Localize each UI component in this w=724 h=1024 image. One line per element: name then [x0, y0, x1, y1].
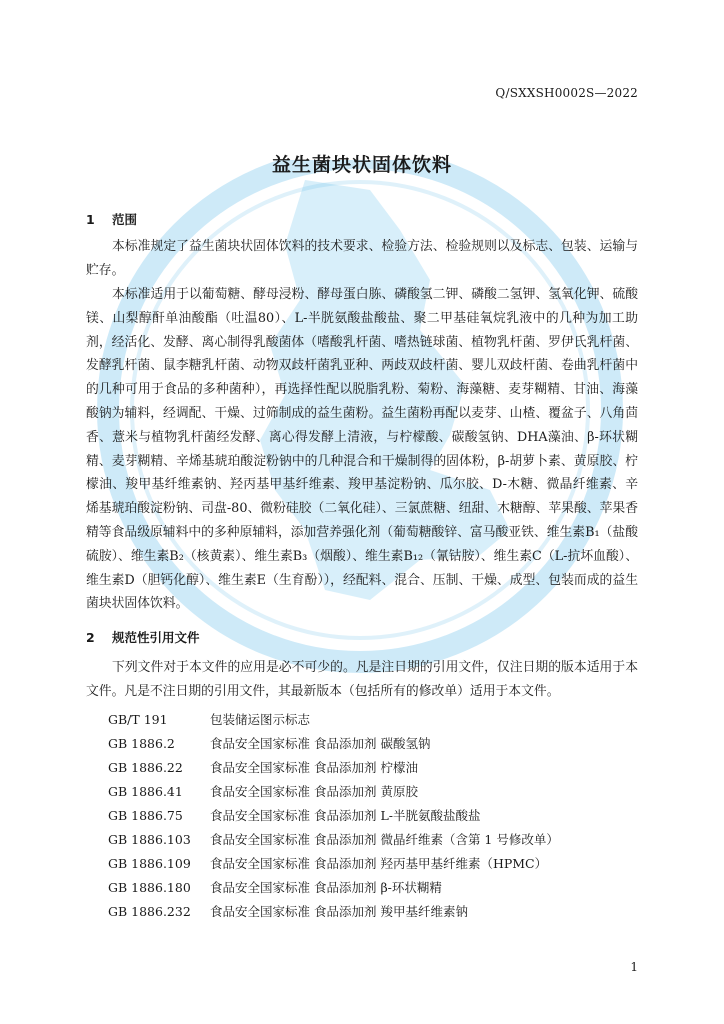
reference-title: 包装储运图示标志 [210, 712, 311, 727]
reference-title: 食品安全国家标准 食品添加剂 微晶纤维素（含第 1 号修改单） [210, 832, 559, 847]
reference-code: GB 1886.180 [108, 880, 191, 895]
section-2-number: 2 [86, 630, 95, 645]
reference-title: 食品安全国家标准 食品添加剂 碳酸氢钠 [210, 736, 431, 751]
reference-row [108, 876, 648, 900]
reference-title: 食品安全国家标准 食品添加剂 L-半胱氨酸盐酸盐 [210, 808, 481, 823]
reference-title: 食品安全国家标准 食品添加剂 β-环状糊精 [210, 880, 442, 895]
reference-code: GB 1886.232 [108, 904, 191, 919]
reference-title: 食品安全国家标准 食品添加剂 柠檬油 [210, 760, 418, 775]
reference-row [108, 828, 648, 852]
page-title: 益生菌块状固体饮料 [271, 154, 452, 176]
reference-code: GB 1886.41 [108, 784, 183, 799]
reference-row [108, 708, 648, 732]
page-number: 1 [630, 960, 638, 974]
reference-code: GB 1886.75 [108, 808, 183, 823]
reference-code: GB/T 191 [108, 712, 168, 727]
reference-row [108, 900, 648, 924]
reference-code: GB 1886.109 [108, 856, 191, 871]
reference-row [108, 732, 648, 756]
references-intro-paragraph: 下列文件对于本文件的应用是必不可少的。凡是注日期的引用文件，仅注日期的版本适用于本文件。凡是不注日期的引用文件，其最新版本（包括所有的修改单）适用于本文件。 [86, 660, 638, 699]
reference-row [108, 780, 648, 804]
scope-paragraph-2: 本标准适用于以葡萄糖、酵母浸粉、酵母蛋白胨、磷酸氢二钾、磷酸二氢钾、氢氧化钾、硫酸镁、山梨醇酐单油酸酯（吐温80）、L-半胱氨酸盐酸盐、聚二甲基硅氧烷乳液中的几种为加工助剂，经活化、发酵、离心制得乳酸菌体（嗜酸乳杆菌、嗜热链球菌、植物乳杆菌、罗伊氏乳杆菌、发酵乳杆菌、鼠李糖乳杆菌、动物双歧杆菌乳亚种、两歧双歧杆菌、婴儿双歧杆菌、卷曲乳杆菌中的几种可用于食品的多种菌种），再选择性配以脱脂乳粉、菊粉、海藻糖、麦芽糊精、甘油、海藻酸钠为辅料，经调配、干燥、过筛制成的益生菌粉。益生菌粉再配以麦芽、山楂、覆盆子、八角茴香、薏米与植物乳杆菌经发酵、离心得发酵上清液，与柠檬酸、碳酸氢钠、DHA藻油、β-环状糊精、麦芽糊精、辛烯基琥珀酸淀粉钠中的几种混合和干燥制得的固体粉，β-胡萝卜素、黄原胶、柠檬油、羧甲基纤维素钠、羟丙基甲基纤维素、羧甲基淀粉钠、瓜尔胶、D-木糖、微晶纤维素、辛烯基琥珀酸淀粉钠、司盘-80、微粉硅胶（二氧化硅）、三氯蔗糖、纽甜、木糖醇、苹果酸、苹果香精等食品级原辅料中的多种原辅料，添加营养强化剂（葡萄糖酸锌、富马酸亚铁、维生素B₁（盐酸硫胺）、维生素B₂（核黄素）、维生素B₃（烟酸）、维生素B₁₂（氰钴胺）、维生素C（L-抗坏血酸）、维生素D（胆钙化醇）、维生素E（生育酚）），经配料、混合、压制、干燥、成型、包装而成的益生菌块状固体饮料。 [86, 287, 639, 612]
section-1-heading [86, 210, 137, 228]
reference-code: GB 1886.22 [108, 760, 183, 775]
reference-list [108, 708, 648, 924]
reference-row [108, 756, 648, 780]
section-1-number: 1 [86, 212, 95, 227]
section-1-title: 范围 [112, 212, 138, 227]
section-2-title: 规范性引用文件 [112, 630, 200, 645]
reference-code: GB 1886.2 [108, 736, 175, 751]
reference-code: GB 1886.103 [108, 832, 191, 847]
reference-title: 食品安全国家标准 食品添加剂 羟丙基甲基纤维素（HPMC） [210, 856, 548, 871]
standard-number: Q/SXXSH0002S—2022 [495, 86, 638, 100]
reference-row [108, 852, 648, 876]
reference-row [108, 804, 648, 828]
scope-paragraph-1: 本标准规定了益生菌块状固体饮料的技术要求、检验方法、检验规则以及标志、包装、运输与贮存。 [86, 239, 638, 278]
section-2-heading [86, 628, 200, 646]
reference-title: 食品安全国家标准 食品添加剂 羧甲基纤维素钠 [210, 904, 468, 919]
reference-title: 食品安全国家标准 食品添加剂 黄原胶 [210, 784, 418, 799]
